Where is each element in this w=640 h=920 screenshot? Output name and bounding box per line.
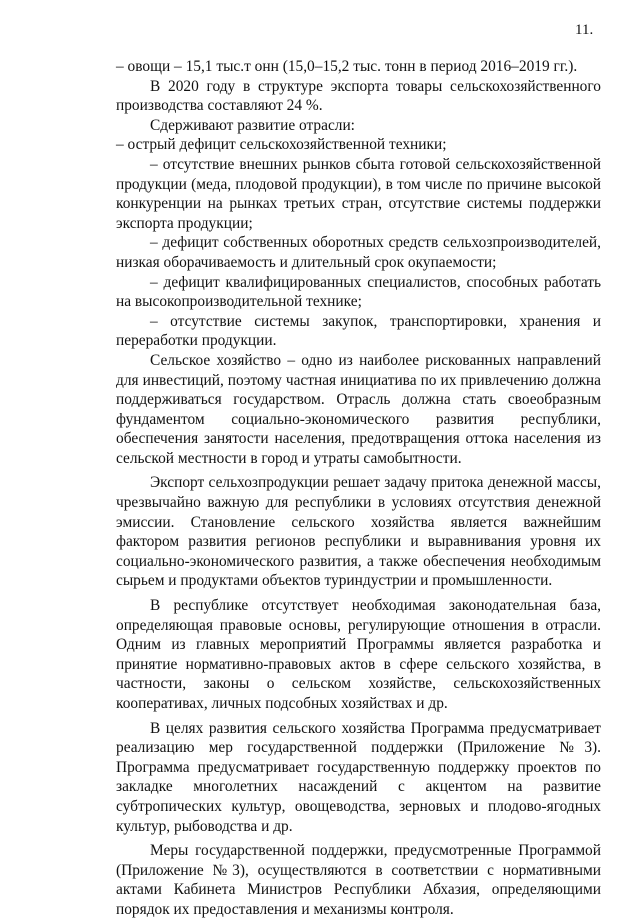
paragraph-vegetables-export: – овощи – 15,1 тыс.т онн (15,0–15,2 тыс. тонн в период 2016–2019 гг.). xyxy=(116,58,578,75)
paragraph-state-support: В целях развития сельского хозяйства Программа предусматривает реализацию мер государственной поддержки (Приложение №3). Программа предусматривает государственную поддержку проектов по закладке многолетних насаждений с акцентом на развитие субтропических культур, овощеводства, зерновых и плодово-ягодных культур, рыбоводства и др. xyxy=(116,719,601,835)
list-item-machinery-deficit: – острый дефицит сельскохозяйственной техники; xyxy=(116,136,447,154)
paragraph-constraints-heading: Сдерживают развитие отрасли: xyxy=(150,116,355,134)
list-item-no-procurement-system: – отсутствие системы закупок, транспортировки, хранения и переработки продукции. xyxy=(116,312,601,350)
list-item-specialists-deficit: – дефицит квалифицированных специалистов, способных работать на высокопроизводительной технике; xyxy=(116,273,601,311)
page-number: 11. xyxy=(575,22,594,38)
paragraph-agro-export: Экспорт сельхозпродукции решает задачу притока денежной массы, чрезвычайно важную для республики в условиях отсутствия денежной эмиссии. Становление сельского хозяйства является важнейшим фактором развития регионов республики и выравнивания уровня их социально-экономического развития, а также обеспечения необходимым сырьем и продуктами объектов туриндустрии и промышленности. xyxy=(116,474,601,590)
list-item-no-external-markets: – отсутствие внешних рынков сбыта готовой сельскохозяйственной продукции (меда, плодовой продукции), в том числе по причине высокой конкуренции на рынках третьих стран, отсутствие системы поддержки экспорта продукции; xyxy=(116,155,601,232)
paragraph-agriculture-risk: Сельское хозяйство – одно из наиболее рискованных направлений для инвестиций, поэтому частная инициатива по их привлечению должна поддерживаться государством. Отрасль должна стать своеобразным фундаментом социально-экономического развития республики, обеспечения занятости населения, предотвращения оттока населения из сельской местности в город и утраты самобытности. xyxy=(116,351,601,467)
paragraph-support-measures: Меры государственной поддержки, предусмотренные Программой (Приложение №3), осуществляются в соответствии с нормативными актами Кабинета Министров Республики Абхазия, определяющими порядок их предоставления и механизмы контроля. xyxy=(116,842,601,918)
document-body xyxy=(116,57,601,920)
paragraph-legislative-base: В республике отсутствует необходимая законодательная база, определяющая правовые основы, регулирующие отношения в отрасли. Одним из главных мероприятий Программы является разработка и принятие нормативно-правовых актов в сфере сельского хозяйства, в частности, законы о сельском хозяйстве, сельскохозяйственных кооперативах, личных подсобных хозяйствах и др. xyxy=(116,597,601,712)
list-item-working-capital-deficit: – дефицит собственных оборотных средств сельхозпроизводителей, низкая оборачиваемость и длительный срок окупаемости; xyxy=(116,234,601,271)
paragraph-export-structure-2020: В 2020 году в структуре экспорта товары сельскохозяйственного производства составляют 24 %. xyxy=(116,77,601,115)
